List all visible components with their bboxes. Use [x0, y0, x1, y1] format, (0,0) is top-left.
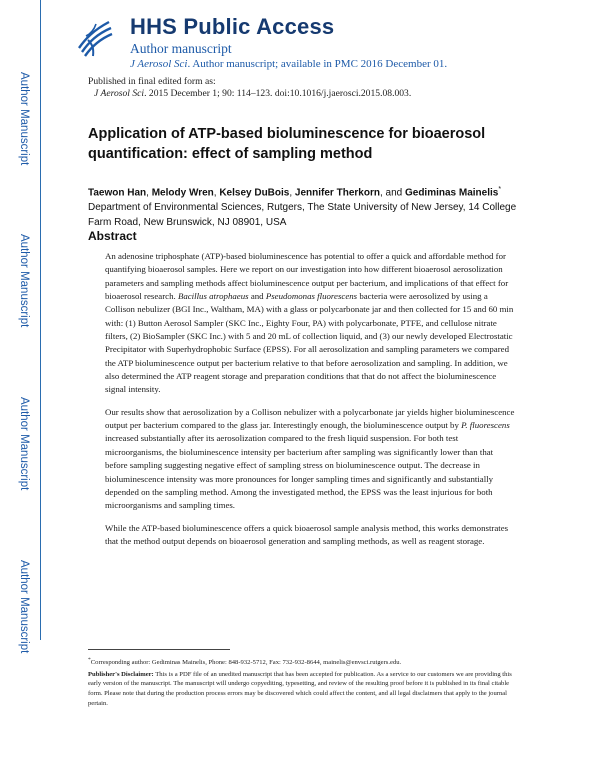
publisher-disclaimer: [88, 670, 520, 708]
availability-line: [130, 58, 447, 70]
hhs-eagle-logo-icon: [76, 18, 114, 58]
abstract-paragraph: [105, 406, 517, 513]
sidebar-label: Author Manuscript: [18, 397, 30, 491]
species-name: P. fluorescens: [461, 420, 510, 431]
author-name: Gediminas Mainelis: [404, 187, 499, 199]
footnote-rule: [88, 649, 230, 650]
availability-text: . Author manuscript; available in PMC 2016 December 01.: [187, 58, 448, 70]
corresponding-mark: *: [498, 186, 502, 193]
sidebar-label: Author Manuscript: [18, 234, 30, 328]
corresponding-author-note: [88, 656, 520, 668]
disclaimer-text: This is a PDF file of an unedited manuscript that has been accepted for publication. As a service to our customers we are providing this early version of the manuscript. The manuscript will undergo copyediting, typesetting, and review of the resulting proof before it is published in its final citable form. Please note that during the production process errors may be discovered which could affect the content, and all legal disclaimers that apply to the journal pertain.: [88, 670, 512, 707]
author-name: Melody Wren: [151, 187, 214, 199]
published-line: Published in final edited form as:: [88, 76, 216, 87]
species-name: Pseudomonas fluorescens: [265, 291, 358, 302]
abstract-text: Our results show that aerosolization by a Collison nebulizer with a polycarbonate jar yields higher bioluminescence output per bacterium compared to the glass jar. Interestingly enough, the bioluminescence output by: [105, 406, 515, 431]
article-title: Application of ATP-based bioluminescence for bioaerosol quantification: effect of sampling method: [88, 126, 486, 162]
footnotes: [88, 656, 520, 710]
abstract-text: increased substantially after its aerosolization compared to the fresh liquid suspension. For both test microorganisms, the bioluminescence intensity per bacterium after sampling was significantly lower than that before sampling suggesting negative effect of sampling stress on bioluminescence output. The decrease in bioluminescence intensity was more pronounces for longer sampling times and significantly and substantially depended on the sampling method. Among the investigated method, the EPSS was the least injurious for both microorganisms and sampling times.: [105, 433, 494, 511]
citation-journal: J Aerosol Sci: [94, 88, 145, 99]
sidebar-label: Author Manuscript: [18, 72, 30, 166]
author-name: Jennifer Therkorn: [294, 187, 380, 199]
author-conjunction: and: [385, 187, 403, 199]
affiliation: Department of Environmental Sciences, Rutgers, The State University of New Jersey, 14 College Farm Road, New Brunswick, NJ 08901, USA: [88, 202, 517, 229]
citation: [88, 88, 411, 100]
corresponding-text: Corresponding author: Gediminas Mainelis, Phone: 848-932-5712, Fax: 732-932-8644, mainelis@envsci.rutgers.edu.: [90, 659, 402, 667]
author-manuscript-label: Author manuscript: [130, 41, 232, 56]
species-name: Bacillus atrophaeus: [177, 291, 249, 302]
disclaimer-label: Publisher's Disclaimer:: [88, 670, 154, 678]
sidebar-label: Author Manuscript: [18, 560, 30, 654]
sidebar-divider: [40, 0, 41, 640]
citation-details: . 2015 December 1; 90: 114–123. doi:10.1016/j.jaerosci.2015.08.003.: [144, 88, 412, 99]
abstract-heading: Abstract: [88, 229, 137, 243]
journal-name: J Aerosol Sci: [130, 58, 188, 70]
abstract-paragraph: [105, 250, 517, 397]
author-name: Kelsey DuBois: [219, 187, 290, 199]
abstract-paragraph: While the ATP-based bioluminescence offers a quick bioaerosol sample analysis method, this works demonstrates that the method output depends on bioaerosol generation and sampling methods, as well as reagent storage.: [105, 522, 509, 546]
author-block: [88, 182, 538, 230]
abstract-text: bacteria were aerosolized by using a Collison nebulizer (BGI Inc., Waltham, MA) with a glass or polycarbonate jar and then collected for 15 and 60 min with: (1) Button Aerosol Sampler (SKC Inc., Eighty Four, PA) with polycarbonate, PTFE, and cellulose nitrate filters, (2) BioSampler (SKC Inc.) with 5 and 20 mL of collection liquid, and (3) our newly developed Electrostatic Precipitator with Superhydrophobic Surface (EPSS). For all aerosolization and sampling parameters we compared the ATP bioluminescence output per bacterium relative to that before aerosolization and sampling. In addition, we also determined the ATP reagent storage and preparation conditions that that do not affect the bioluminescence signal intensity.: [105, 291, 514, 395]
author-list: Taewon Han, Melody Wren, Kelsey DuBois, Jennifer Therkorn, and Gediminas Mainelis*: [88, 186, 502, 199]
publication-info: [88, 76, 411, 100]
abstract-text: An adenosine triphosphate (ATP)-based bioluminescence has potential to offer a quick and affordable method for quantifying bioaerosol samples. Here we report on our investigation into how different bioaerosol aerosolization parameters and sampling methods affect bioluminescence output per bacterium, and implications of that effect for bioaerosol research.: [105, 251, 509, 302]
author-name: Taewon Han: [88, 187, 147, 199]
abstract-body: [105, 250, 517, 557]
abstract-text: and: [248, 291, 266, 302]
hhs-public-access-title: HHS Public Access: [130, 14, 335, 39]
footnote-mark: *: [88, 657, 91, 663]
